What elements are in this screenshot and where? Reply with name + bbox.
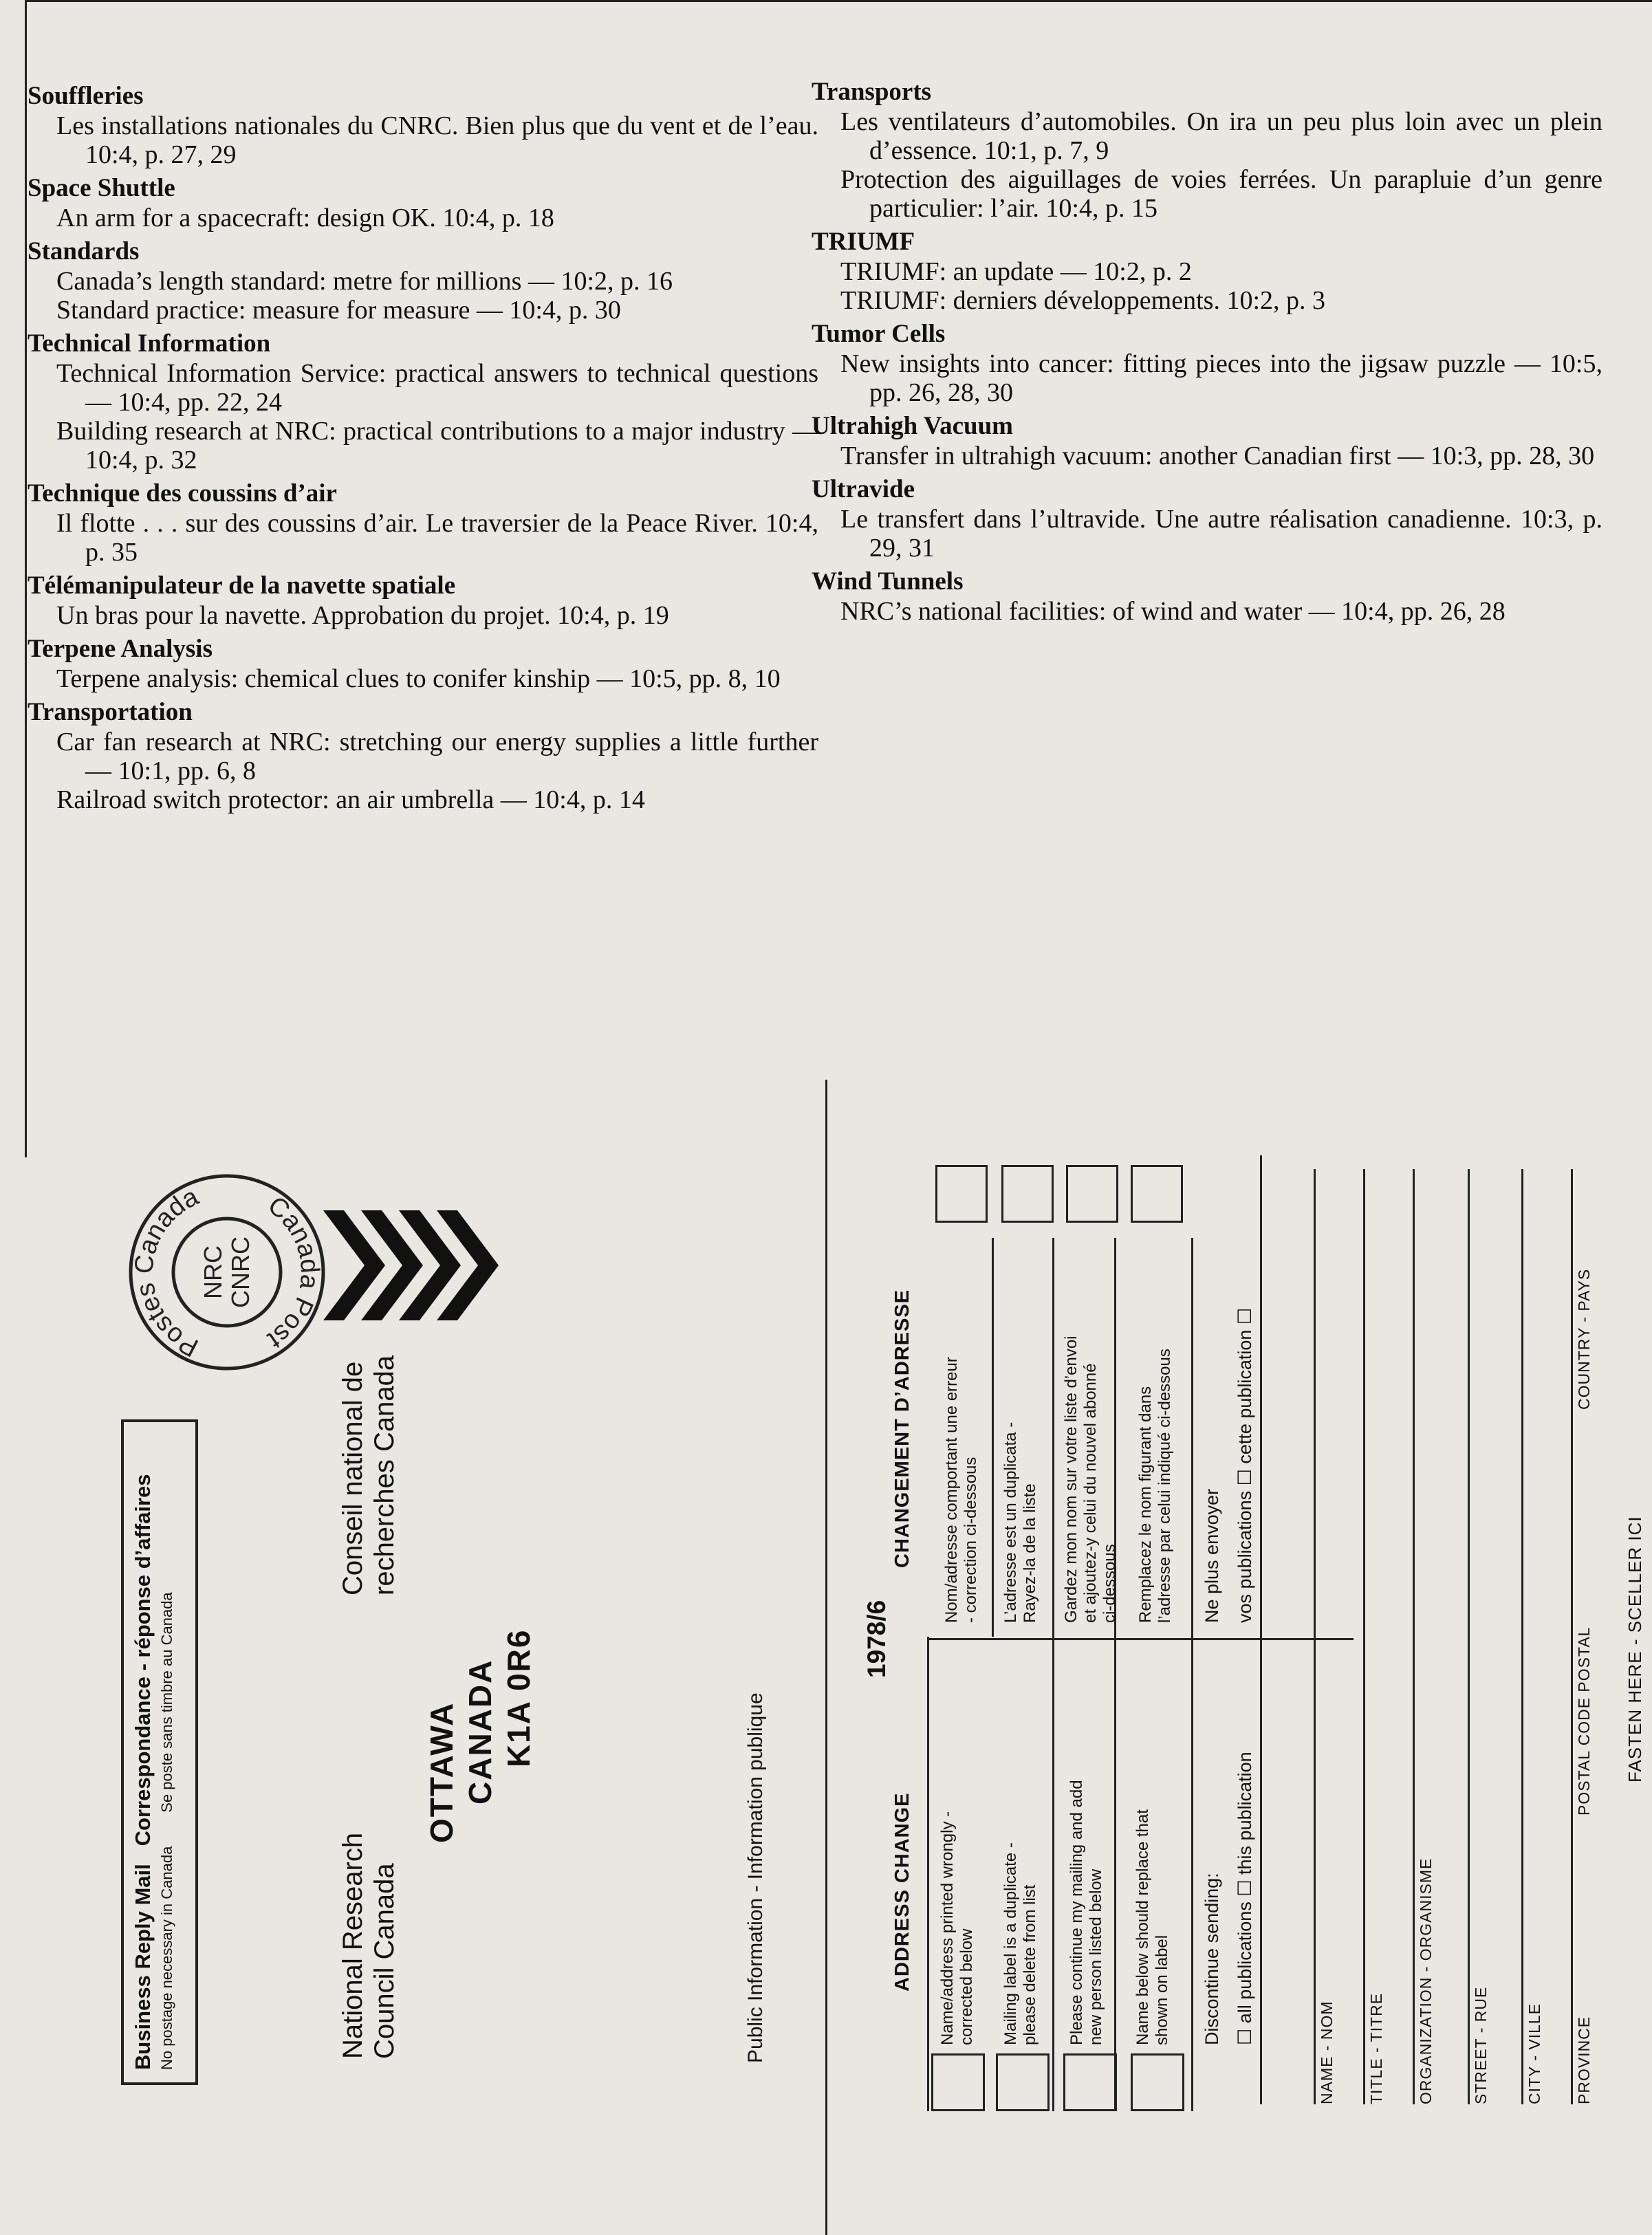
checkbox-en-2[interactable] bbox=[996, 2053, 1050, 2111]
svg-text:Postes Canada bbox=[129, 1182, 204, 1362]
canada-post-stamp bbox=[124, 1169, 330, 1375]
mailing-address: OTTAWA CANADA K1A 0R6 bbox=[424, 1628, 536, 1843]
index-heading: Souffleries bbox=[28, 82, 144, 110]
index-heading: Technical Information bbox=[28, 329, 271, 358]
field-label-street: STREET - RUE bbox=[1472, 1986, 1490, 2104]
index-heading: Télémanipulateur de la navette spatiale bbox=[28, 571, 456, 600]
reply-card-frame bbox=[25, 0, 1652, 1157]
svg-text:Canada Post bbox=[262, 1191, 324, 1355]
option-en-1: Name/address printed wrongly - corrected below bbox=[938, 1811, 976, 2045]
index-item: Transfer in ultrahigh vacuum: another Canadian first — 10:3, pp. 28, 30 bbox=[840, 441, 1595, 470]
index-item: Les installations nationales du CNRC. Bien plus que du vent et de l’eau. 10:4, p. 27, 29 bbox=[56, 111, 818, 169]
option-fr-1: Nom/adresse comportant une erreur - correction ci-dessous bbox=[942, 1357, 980, 1623]
option-en-4: Name below should replace that shown on label bbox=[1133, 1809, 1171, 2045]
index-item: Building research at NRC: practical contributions to a major industry — 10:4, p. 32 bbox=[56, 417, 818, 475]
index-item: NRC’s national facilities: of wind and water — 10:4, pp. 26, 28 bbox=[840, 597, 1506, 626]
index-item: Standard practice: measure for measure — 10:4, p. 30 bbox=[56, 296, 621, 325]
stamp-cnrc: CNRC bbox=[226, 1236, 254, 1308]
form-left-rule bbox=[927, 1637, 929, 2111]
stamp-text-bottom: Canada Post bbox=[262, 1190, 325, 1355]
department-label: Public Information - Information publique bbox=[744, 1692, 767, 2063]
option-fr-3: Gardez mon nom sur votre liste d’envoi et ajoutez-y celui du nouvel abonné ci-dessous bbox=[1062, 1335, 1119, 1623]
checkbox-all-publications[interactable]: ☐ bbox=[1235, 2023, 1255, 2045]
issue-number: 1978/6 bbox=[862, 1600, 891, 1678]
index-item: Un bras pour la navette. Approbation du projet. 10:4, p. 19 bbox=[56, 601, 669, 630]
field-line-name[interactable] bbox=[1314, 1169, 1316, 2104]
index-item: Protection des aiguillages de voies ferrées. Un parapluie d’un genre particulier: l’air. 10:4, p. 15 bbox=[840, 165, 1602, 223]
checkbox-en-3[interactable] bbox=[1063, 2053, 1117, 2111]
col-rule-2 bbox=[1052, 1238, 1054, 2111]
field-line-street[interactable] bbox=[1468, 1169, 1470, 2104]
index-heading: Ultravide bbox=[812, 475, 915, 503]
index-item: Il flotte . . . sur des coussins d’air. Le traversier de la Peace River. 10:4, p. 35 bbox=[56, 509, 818, 567]
field-label-country: COUNTRY - PAYS bbox=[1575, 1268, 1593, 1410]
field-label-name: NAME - NOM bbox=[1318, 2000, 1336, 2104]
checkbox-cette-publication[interactable]: ☐ bbox=[1235, 1307, 1255, 1325]
checkbox-en-4[interactable] bbox=[1131, 2053, 1184, 2111]
discontinue-en: Discontinue sending: ☐ all publications ☐ this publication bbox=[1202, 1752, 1255, 2045]
index-item: Railroad switch protector: an air umbrella — 10:4, p. 14 bbox=[56, 785, 645, 814]
index-item: An arm for a spacecraft: design OK. 10:4, p. 18 bbox=[56, 204, 554, 232]
index-heading: Space Shuttle bbox=[28, 174, 175, 202]
chevron-arrows-icon bbox=[323, 1210, 509, 1320]
card-fold-divider bbox=[825, 1080, 827, 2235]
index-heading: Technique des coussins d’air bbox=[28, 479, 337, 508]
checkbox-fr-1[interactable] bbox=[935, 1165, 988, 1223]
brm-subtitle: No postage necessary in Canada Se poste sans timbre au Canada bbox=[158, 1592, 175, 2070]
index-item: TRIUMF: an update — 10:2, p. 2 bbox=[840, 257, 1192, 286]
index-item: Terpene analysis: chemical clues to conifer kinship — 10:5, pp. 8, 10 bbox=[56, 664, 781, 693]
index-heading: Tumor Cells bbox=[812, 320, 946, 348]
index-heading: TRIUMF bbox=[812, 228, 915, 256]
checkbox-fr-4[interactable] bbox=[1131, 1165, 1183, 1223]
field-label-title: TITLE - TITRE bbox=[1367, 1992, 1385, 2104]
index-item: New insights into cancer: fitting pieces into the jigsaw puzzle — 10:5, pp. 26, 28, 30 bbox=[840, 349, 1602, 407]
option-fr-4: Remplacez le nom figurant dans l’adresse par celui indiqué ci-dessous bbox=[1136, 1349, 1174, 1623]
form-mid-rule bbox=[927, 1638, 1354, 1640]
index-item: Les ventilateurs d’automobiles. On ira un peu plus loin avec un plein d’essence. 10:1, p. 7, 9 bbox=[840, 107, 1602, 165]
index-heading: Ultrahigh Vacuum bbox=[812, 412, 1013, 440]
field-line-org[interactable] bbox=[1413, 1169, 1415, 2104]
checkbox-fr-3[interactable] bbox=[1066, 1165, 1118, 1223]
option-en-3: Please continue my mailing and add new person listed below bbox=[1067, 1780, 1105, 2045]
option-fr-2: L’adresse est un duplicata - Rayez-la de la liste bbox=[1001, 1421, 1039, 1623]
field-label-province: PROVINCE bbox=[1575, 2016, 1593, 2104]
index-heading: Transports bbox=[812, 78, 932, 106]
brm-title: Business Reply Mail Correspondance - réponse d’affaires bbox=[131, 1474, 155, 2070]
field-line-province[interactable] bbox=[1571, 1169, 1573, 2104]
col-rule-4 bbox=[1191, 1238, 1193, 2111]
field-line-top bbox=[1260, 1155, 1262, 2104]
col-rule-1 bbox=[992, 1238, 994, 1637]
form-heading-fr: CHANGEMENT D’ADRESSE bbox=[891, 1289, 913, 1568]
field-label-city: CITY - VILLE bbox=[1525, 2003, 1543, 2104]
index-item: Canada’s length standard: metre for millions — 10:2, p. 16 bbox=[56, 267, 673, 296]
index-item: Le transfert dans l’ultravide. Une autre réalisation canadienne. 10:3, p. 29, 31 bbox=[840, 505, 1602, 563]
checkbox-en-1[interactable] bbox=[931, 2053, 985, 2111]
field-label-postal: POSTAL CODE POSTAL bbox=[1575, 1626, 1593, 1816]
checkbox-fr-2[interactable] bbox=[1001, 1165, 1054, 1223]
option-en-2: Mailing label is a duplicate - please delete from list bbox=[1001, 1842, 1039, 2045]
stamp-text-top: Postes Canada bbox=[129, 1182, 204, 1362]
form-heading-en: ADDRESS CHANGE bbox=[891, 1792, 913, 1992]
field-label-org: ORGANIZATION - ORGANISME bbox=[1417, 1857, 1435, 2104]
field-line-title[interactable] bbox=[1363, 1169, 1365, 2104]
discontinue-fr: Ne plus envoyer vos publications ☐ cette publication ☐ bbox=[1202, 1307, 1255, 1623]
stamp-nrc: NRC bbox=[199, 1245, 227, 1299]
index-heading: Standards bbox=[28, 237, 140, 265]
index-heading: Terpene Analysis bbox=[28, 635, 213, 663]
fasten-here-label: FASTEN HERE - SCELLER ICI bbox=[1624, 1516, 1645, 1782]
org-name-fr: Conseil national de recherches Canada bbox=[338, 1355, 400, 1595]
index-item: TRIUMF: derniers développements. 10:2, p. 3 bbox=[840, 286, 1326, 315]
org-name-en: National Research Council Canada bbox=[338, 1832, 400, 2059]
index-item: Technical Information Service: practical answers to technical questions — 10:4, pp. 22, 24 bbox=[56, 359, 818, 417]
index-heading: Wind Tunnels bbox=[812, 567, 964, 596]
field-line-city[interactable] bbox=[1521, 1169, 1523, 2104]
index-heading: Transportation bbox=[28, 698, 193, 726]
index-item: Car fan research at NRC: stretching our energy supplies a little further — 10:1, pp. 6, 8 bbox=[56, 728, 818, 785]
